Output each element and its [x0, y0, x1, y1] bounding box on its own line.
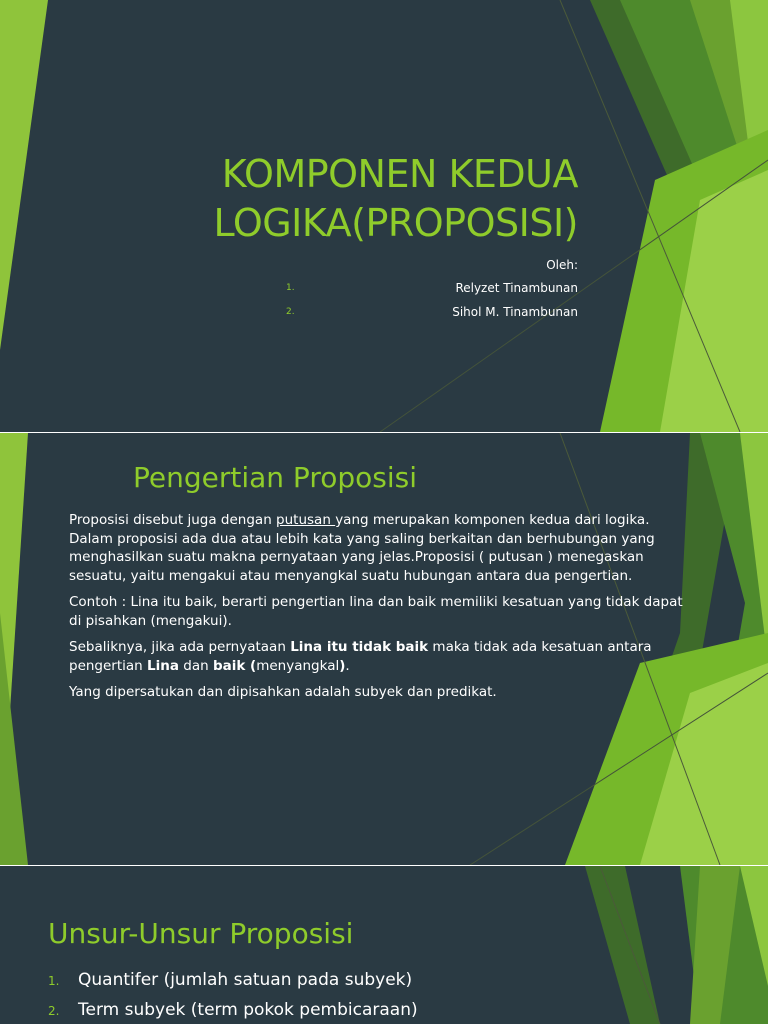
element-list [48, 970, 418, 1024]
bold-phrase: ) [339, 657, 346, 674]
slide-pengertian [0, 433, 768, 865]
author-list [278, 258, 578, 329]
underlined-term: putusan [276, 512, 336, 528]
text-run: Sebaliknya, jika ada pernyataan [69, 639, 291, 655]
text-run: maka tidak ada kesatuan antara pengertian [69, 639, 652, 674]
author-item [278, 281, 578, 295]
slide-title [0, 0, 768, 432]
slide-heading: Pengertian Proposisi [133, 461, 417, 494]
list-item [48, 1000, 418, 1020]
bold-phrase: Lina itu tidak baik [290, 639, 429, 655]
list-number: 2. [48, 1004, 60, 1018]
author-number: 1. [286, 283, 295, 293]
slide-unsur [0, 866, 768, 1024]
paragraph-definition [69, 511, 694, 585]
paragraph-example: Contoh : Lina itu baik, berarti pengertian lina dan baik memiliki kesatuan yang tidak dapat di pisahkan (mengakui). [69, 594, 683, 629]
bold-phrase: Lina [147, 657, 179, 674]
list-text: Quantifer (jumlah satuan pada subyek) [78, 970, 413, 990]
list-number: 1. [48, 974, 60, 988]
text-run: dan [178, 657, 213, 674]
text-run: menyangkal [256, 657, 340, 674]
author-name: Sihol M. Tinambunan [452, 305, 578, 319]
title-line-2: LOGIKA(PROPOSISI) [213, 201, 578, 245]
presentation-title [214, 150, 579, 248]
paragraph-conclusion: Yang dipersatukan dan dipisahkan adalah subyek dan predikat. [69, 684, 497, 700]
author-name: Relyzet Tinambunan [455, 281, 578, 295]
list-text: Term subyek (term pokok pembicaraan) [78, 1000, 418, 1020]
title-line-1: KOMPONEN KEDUA [221, 152, 578, 196]
text-run: . [345, 657, 350, 674]
text-run: yang merupakan komponen kedua dari logika. Dalam proposisi ada dua atau lebih kata yang saling berkaitan dan berhubungan yang menghasilkan suatu makna pernyataan yang jelas.Proposisi ( putusan ) menegaskan sesuatu, yaitu mengakui atau menyangkal suatu hubungan antara dua pengertian. [69, 512, 655, 584]
paragraph-negation [69, 638, 694, 675]
list-item [48, 970, 418, 990]
author-item [278, 305, 578, 319]
bold-phrase: baik ( [212, 657, 257, 674]
text-run: Proposisi disebut juga dengan [69, 512, 277, 528]
slide-heading: Unsur-Unsur Proposisi [48, 917, 354, 950]
byline-label: Oleh: [546, 258, 578, 272]
author-number: 2. [286, 307, 295, 317]
slide-body [69, 511, 694, 710]
